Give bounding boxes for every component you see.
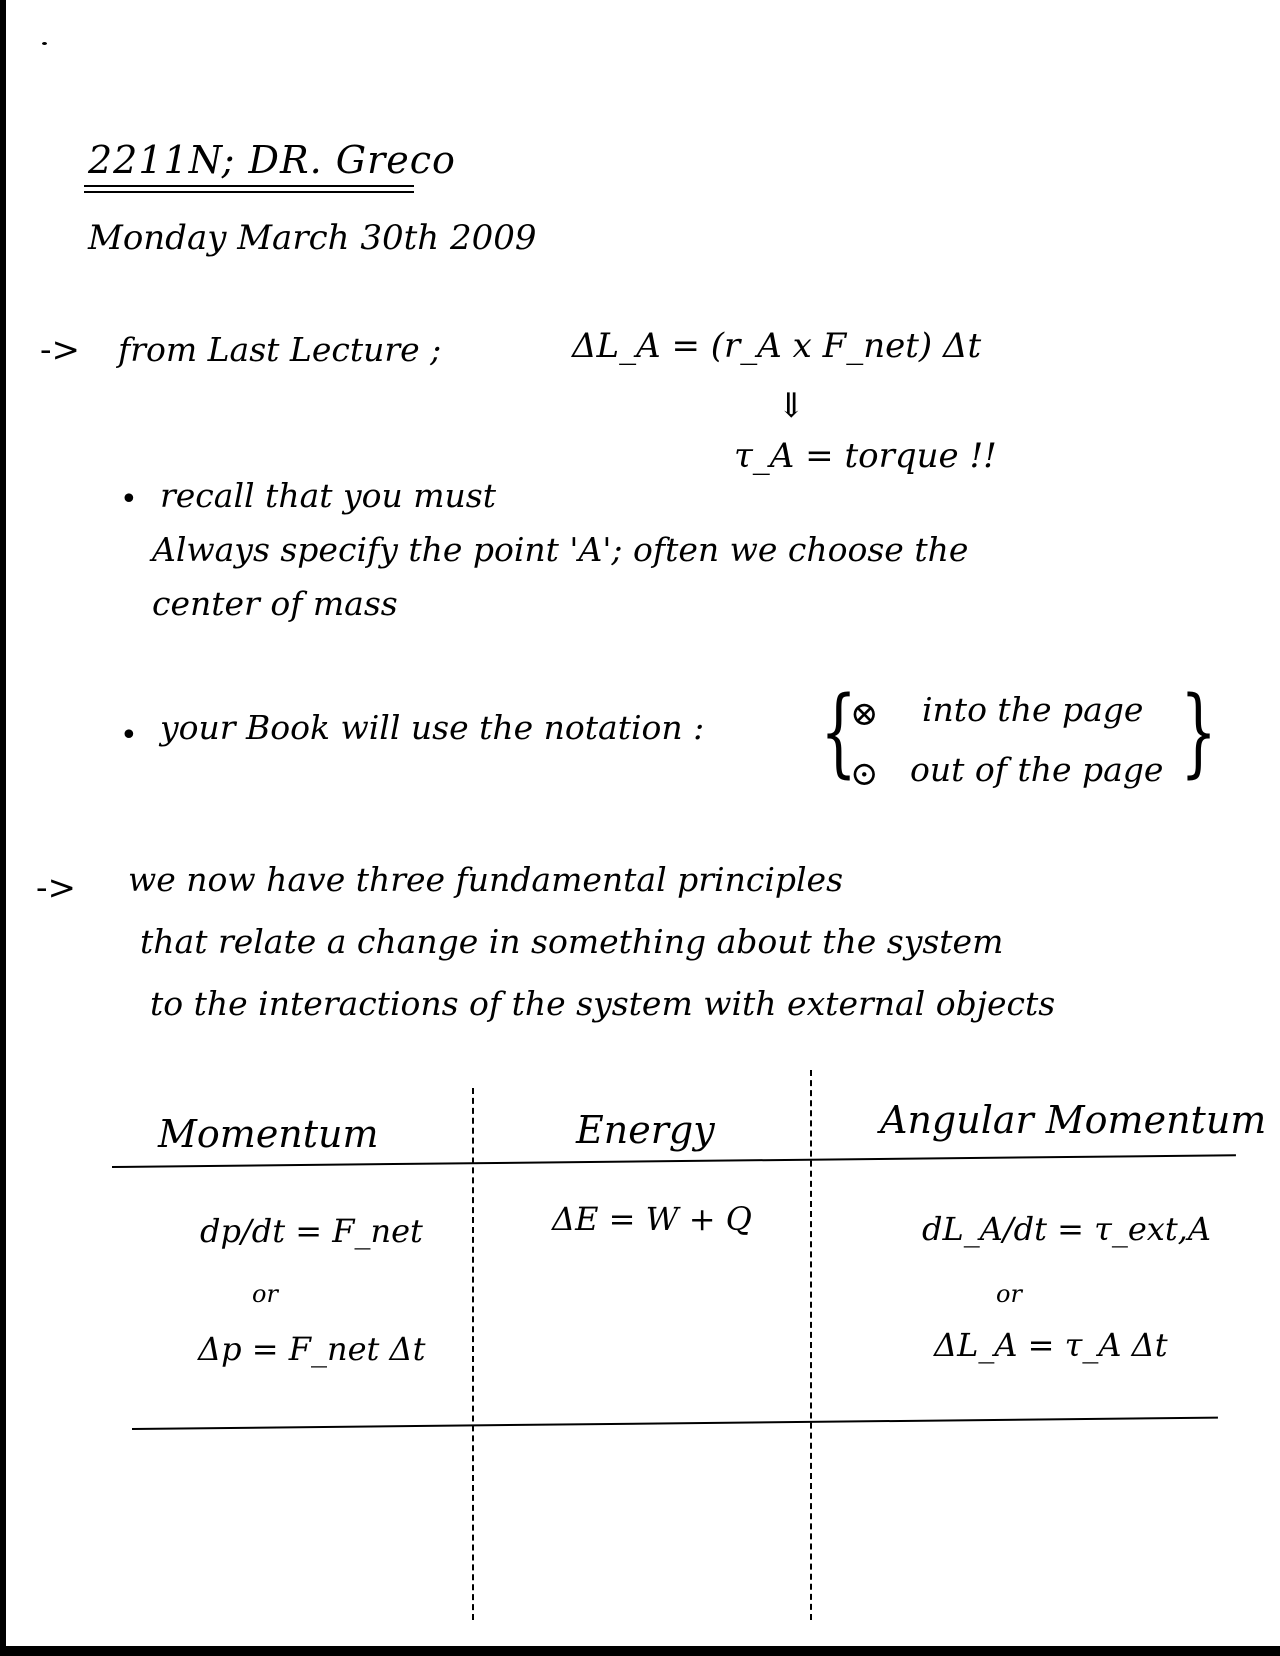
angular-impulse-equation: ΔL_A = (r_A x F_net) Δt — [572, 326, 982, 366]
bullet-1-line-1: recall that you must — [160, 476, 496, 515]
momentum-rate-equation: dp/dt = F_net — [200, 1212, 423, 1250]
bottom-rule — [132, 1417, 1218, 1430]
arrow-icon: -> — [36, 868, 76, 908]
implies-arrow-icon: ⇓ — [777, 386, 806, 426]
bullet-dot-icon: • — [120, 718, 138, 753]
angular-impulse-equation: ΔL_A = τ_A Δt — [934, 1326, 1168, 1364]
column-divider-1 — [472, 1088, 474, 1620]
out-of-page-icon: ⊙ — [850, 754, 879, 794]
header-rule — [112, 1154, 1236, 1168]
momentum-or: or — [252, 1280, 278, 1308]
angular-or: or — [996, 1280, 1022, 1308]
arrow-icon: -> — [40, 330, 80, 370]
bullet-1-line-3: center of mass — [152, 584, 398, 623]
bullet-dot-icon: • — [120, 482, 138, 517]
lecture-date: Monday March 30th 2009 — [88, 218, 537, 258]
left-brace-icon: { — [820, 676, 857, 788]
title-underline-second — [84, 191, 414, 193]
into-page-icon: ⊗ — [850, 694, 879, 734]
recap-lead: from Last Lecture ; — [118, 330, 442, 369]
course-title: 2211N; DR. Greco — [88, 138, 456, 182]
principles-line-1: we now have three fundamental principles — [128, 860, 844, 899]
column-divider-2 — [810, 1070, 812, 1620]
scan-speck — [42, 42, 47, 45]
out-of-page-label: out of the page — [910, 750, 1164, 789]
angular-rate-equation: dL_A/dt = τ_ext,A — [922, 1210, 1211, 1248]
principles-line-2: that relate a change in something about the system — [140, 922, 1004, 961]
scan-edge-left — [0, 0, 6, 1656]
column-header-momentum: Momentum — [158, 1112, 379, 1156]
title-underline — [84, 185, 414, 187]
bullet-2-lead: your Book will use the notation : — [160, 708, 705, 747]
column-header-energy: Energy — [576, 1108, 715, 1152]
momentum-impulse-equation: Δp = F_net Δt — [198, 1330, 426, 1368]
right-brace-icon: } — [1180, 676, 1217, 788]
bullet-1-line-2: Always specify the point 'A'; often we choose the — [152, 530, 969, 569]
principles-line-3: to the interactions of the system with external objects — [150, 984, 1056, 1023]
into-page-label: into the page — [922, 690, 1144, 729]
energy-principle-equation: ΔE = W + Q — [552, 1200, 752, 1238]
torque-definition: τ_A = torque !! — [734, 436, 997, 476]
column-header-angular-momentum: Angular Momentum — [880, 1098, 1267, 1142]
scan-edge-bottom — [0, 1646, 1280, 1656]
